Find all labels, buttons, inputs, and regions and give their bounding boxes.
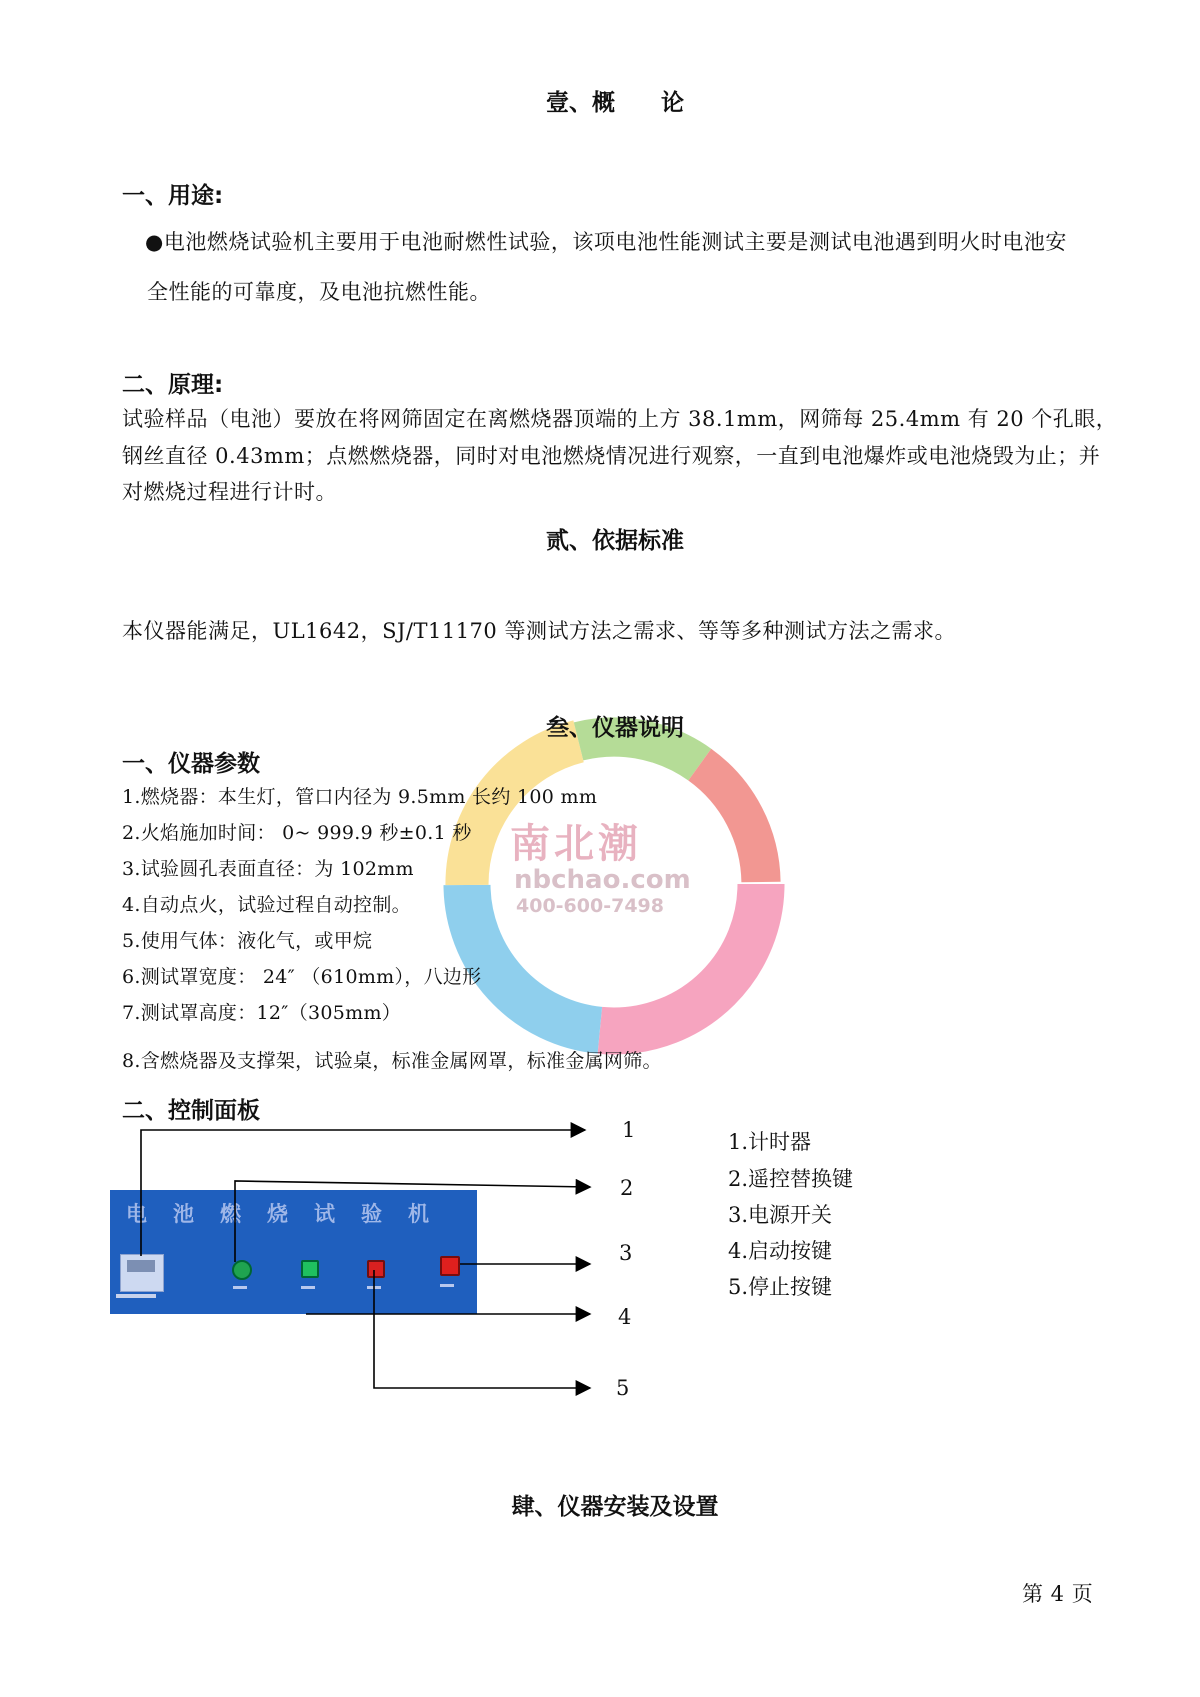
section-title-control-panel: 二、控制面板: [122, 1098, 260, 1124]
watermark-phone: 400-600-7498: [516, 895, 664, 917]
param-item: 7.测试罩高度：12″（305mm）: [122, 1002, 402, 1024]
callout-number: 1: [622, 1118, 636, 1142]
legend-item: 5.停止按键: [728, 1275, 833, 1299]
use-text-line2: 全性能的可靠度，及电池抗燃性能。: [147, 280, 491, 304]
heading-installation: 肆、仪器安装及设置: [511, 1493, 719, 1520]
callout-number: 4: [618, 1305, 632, 1329]
param-item: 6.测试罩宽度： 24″ （610mm），八边形: [122, 966, 482, 988]
callout-number: 3: [619, 1241, 633, 1265]
section-title-params: 一、仪器参数: [122, 751, 260, 777]
legend-item: 4.启动按键: [728, 1239, 833, 1263]
panel-title: 电池燃烧试验机: [126, 1202, 455, 1226]
param-item: 1.燃烧器：本生灯，管口内径为 9.5mm 长约 100 mm: [122, 786, 598, 808]
use-text-line1: ●电池燃烧试验机主要用于电池耐燃性试验，该项电池性能测试主要是测试电池遇到明火时电池安: [145, 230, 1067, 254]
heading-overview: 壹、概 论: [546, 89, 684, 116]
legend-item: 3.电源开关: [728, 1203, 833, 1227]
callout-number: 5: [616, 1376, 630, 1400]
callout-number: 2: [620, 1176, 634, 1200]
bullet-icon: ●: [145, 230, 164, 254]
heading-standards: 贰、依据标准: [546, 527, 684, 554]
heading-instrument: 叁、仪器说明: [546, 714, 684, 741]
legend-item: 1.计时器: [728, 1130, 812, 1154]
page-number: 第 4 页: [1022, 1582, 1094, 1606]
param-item: 3.试验圆孔表面直径：为 102mm: [122, 858, 414, 880]
principle-line1: 试验样品（电池）要放在将网筛固定在离燃烧器顶端的上方 38.1mm，网筛每 25.4mm 有 20 个孔眼，: [122, 407, 1118, 431]
principle-line3: 对燃烧过程进行计时。: [122, 480, 337, 504]
param-item: 4.自动点火，试验过程自动控制。: [122, 894, 411, 916]
section-title-use: 一、用途:: [122, 183, 224, 209]
watermark-text-cn: 南北潮: [510, 821, 642, 867]
section-title-principle: 二、原理:: [122, 372, 224, 398]
param-item: 2.火焰施加时间： 0~ 999.9 秒±0.1 秒: [122, 822, 472, 844]
param-item: 8.含燃烧器及支撑架，试验桌，标准金属网罩，标准金属网筛。: [122, 1050, 662, 1072]
principle-line2: 钢丝直径 0.43mm；点燃燃烧器，同时对电池燃烧情况进行观察，一直到电池爆炸或电池烧毁为止；并: [122, 444, 1101, 468]
watermark-text-en: nbchao.com: [514, 865, 691, 895]
legend-item: 2.遥控替换键: [728, 1167, 854, 1191]
param-item: 5.使用气体：液化气，或甲烷: [122, 930, 373, 952]
standards-text: 本仪器能满足，UL1642，SJ/T11170 等测试方法之需求、等等多种测试方法之需求。: [122, 619, 956, 643]
